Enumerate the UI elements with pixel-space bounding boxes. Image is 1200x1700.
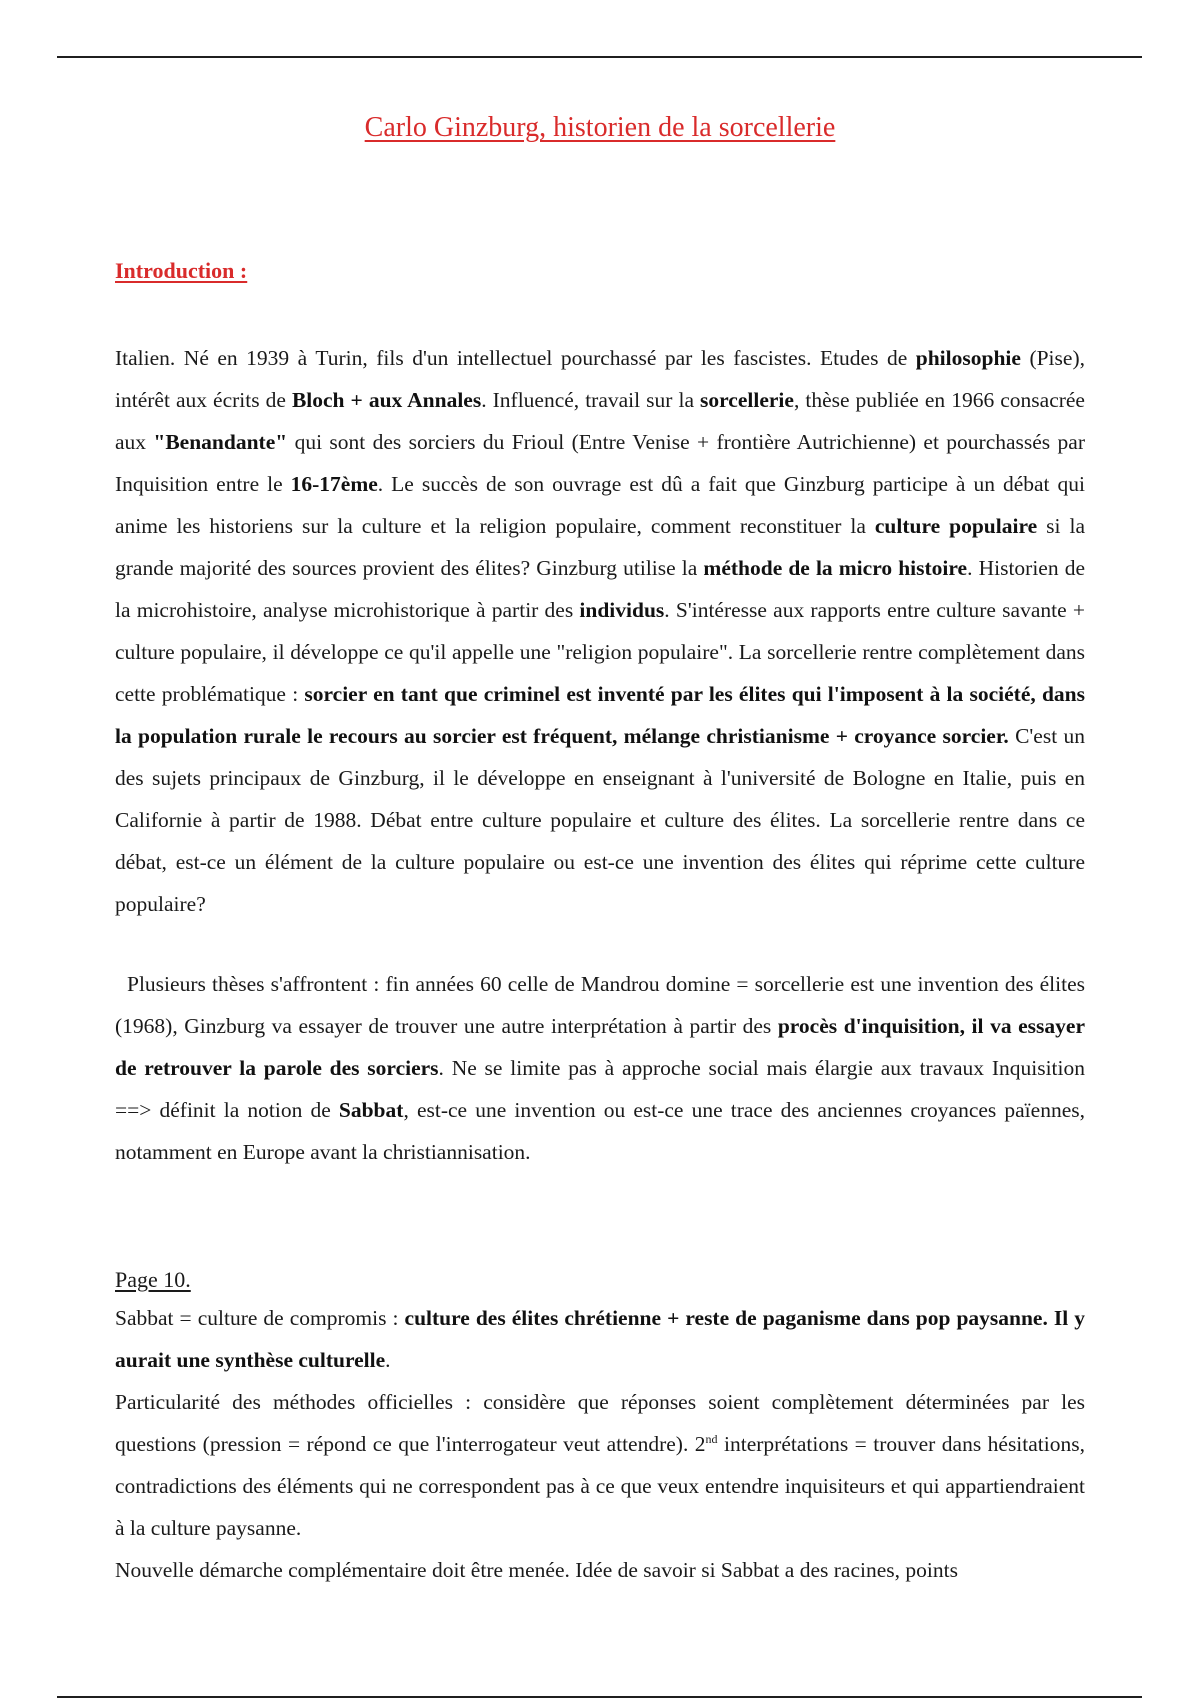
p1-run-10: . Le succès de son ouvrage est dû a fait que Ginzburg participe à un débat qui anime les historiens sur la culture et la religion populaire, comment reconstituer la: [115, 472, 1085, 538]
p1-run-18: C'est un des sujets principaux de Ginzburg, il le développe en enseignant à l'université de Bologne en Italie, puis en Californie à partir de 1988. Débat entre culture populaire et culture des élites. La sorcellerie rentre dans ce débat, est-ce un élément de la culture populaire ou est-ce une invention des élites qui réprime cette culture populaire?: [115, 724, 1085, 916]
p2-run-3: Sabbat: [338, 1098, 404, 1122]
p1-run-14: . Historien de la microhistoire, analyse microhistorique à partir des: [115, 556, 1085, 622]
p2-run-4: , est-ce une invention ou est-ce une trace des anciennes croyances païennes, notamment en Europe avant la christiannisation.: [115, 1098, 1085, 1164]
p1-run-1: philosophie: [915, 346, 1021, 370]
p1-run-2: (Pise), intérêt aux écrits de: [115, 346, 1085, 412]
paragraph-methods: [115, 1381, 1085, 1549]
p1-run-17: sorcier en tant que criminel est inventé par les élites qui l'imposent à la société, dans la population rurale le recours au sorcier est fréquent, mélange christianisme + croyance sorcier.: [115, 682, 1085, 748]
p1-run-6: , thèse publiée en 1966 consacrée aux: [115, 388, 1085, 454]
paragraph-intro: [115, 337, 1085, 925]
page-title: [0, 112, 1200, 144]
p1-run-11: culture populaire: [874, 514, 1038, 538]
p1-run-9: 16-17ème: [290, 472, 378, 496]
p1-run-3: Bloch + aux Annales: [291, 388, 482, 412]
top-rule: [57, 56, 1142, 58]
p1-run-12: si la grande majorité des sources provient des élites? Ginzburg utilise la: [115, 514, 1085, 580]
p3a-run-0: Sabbat = culture de compromis :: [115, 1306, 405, 1330]
p3a-run-1: culture des élites chrétienne + reste de paganisme dans pop paysanne. Il y aurait une synthèse culturelle: [115, 1306, 1085, 1372]
page-10-section: [115, 1297, 1085, 1591]
p1-run-15: individus: [579, 598, 665, 622]
p1-run-13: méthode de la micro histoire: [703, 556, 968, 580]
p1-run-7: "Benandante": [153, 430, 288, 454]
p3b-run-1: nd: [705, 1431, 718, 1446]
paragraph-theses: [115, 963, 1085, 1173]
p1-run-4: . Influencé, travail sur la: [481, 388, 701, 412]
p2-run-0: Plusieurs thèses s'affrontent : fin années 60 celle de Mandrou domine = sorcellerie est une invention des élites (1968), Ginzburg va essayer de trouver une autre interprétation à partir des: [115, 972, 1085, 1038]
p1-run-5: sorcellerie: [700, 388, 794, 412]
p3b-run-0: Particularité des méthodes officielles : considère que réponses soient complètement déterminées par les questions (pression = répond ce que l'interrogateur veut attendre). 2: [115, 1390, 1085, 1456]
p2-run-1: procès d'inquisition, il va essayer de retrouver la parole des sorciers: [115, 1014, 1085, 1080]
p3b-run-2: interprétations = trouver dans hésitations, contradictions des éléments qui ne correspondent pas à ce que veux entendre inquisiteurs et qui appartiendraient à la culture paysanne.: [115, 1432, 1085, 1540]
p1-run-8: qui sont des sorciers du Frioul (Entre Venise + frontière Autrichienne) et pourchassés par Inquisition entre le: [115, 430, 1085, 496]
p2-run-2: . Ne se limite pas à approche social mais élargie aux travaux Inquisition ==> définit la notion de: [115, 1056, 1085, 1122]
p3c-run-0: Nouvelle démarche complémentaire doit être menée. Idée de savoir si Sabbat a des racines, points: [115, 1558, 958, 1582]
p1-run-0: Italien. Né en 1939 à Turin, fils d'un intellectuel pourchassé par les fascistes. Etudes de: [115, 346, 916, 370]
bottom-rule: [57, 1696, 1142, 1698]
paragraph-sabbat: [115, 1297, 1085, 1381]
page-10-heading: Page 10.: [115, 1267, 191, 1292]
page-title-text: Carlo Ginzburg, historien de la sorcellerie: [364, 112, 836, 143]
p3a-run-2: .: [385, 1348, 391, 1372]
introduction-heading: Introduction :: [115, 258, 248, 283]
p1-run-16: . S'intéresse aux rapports entre culture savante + culture populaire, il développe ce qu'il appelle une "religion populaire". La sorcellerie rentre complètement dans cette problématique :: [115, 598, 1085, 706]
paragraph-new-approach: [115, 1549, 1085, 1591]
